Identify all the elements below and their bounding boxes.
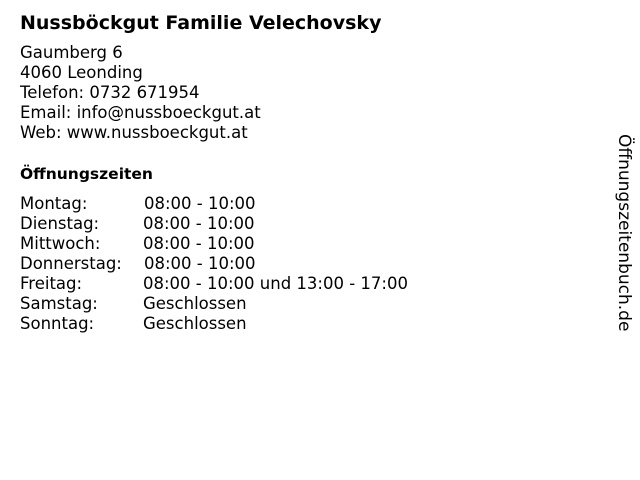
site-watermark: Öffnungszeitenbuch.de (614, 134, 634, 332)
day-label: Donnerstag: (20, 254, 122, 273)
watermark-container (612, 134, 636, 334)
day-label: Dienstag: (20, 214, 100, 233)
day-label: Samstag: (20, 294, 98, 313)
time-value: 08:00 - 10:00 (144, 254, 256, 273)
web-line: Web: www.nussboeckgut.at (20, 123, 248, 142)
phone-line: Telefon: 0732 671954 (20, 83, 200, 102)
business-name: Nussböckgut Familie Velechovsky (20, 12, 382, 34)
time-value: 08:00 - 10:00 (144, 194, 256, 213)
time-value: 08:00 - 10:00 (143, 214, 255, 233)
day-label: Freitag: (20, 274, 83, 293)
contact-block (20, 43, 261, 143)
email-line: Email: info@nussboeckgut.at (20, 103, 261, 122)
day-label: Montag: (20, 194, 88, 213)
address-street: Gaumberg 6 (20, 43, 123, 62)
day-label: Sonntag: (20, 314, 95, 333)
address-city: 4060 Leonding (20, 63, 143, 82)
time-value: Geschlossen (143, 314, 247, 333)
time-value: 08:00 - 10:00 (143, 234, 255, 253)
time-value: 08:00 - 10:00 und 13:00 - 17:00 (143, 274, 408, 293)
opening-hours-heading: Öffnungszeiten (20, 165, 153, 183)
time-value: Geschlossen (143, 294, 247, 313)
day-label: Mittwoch: (20, 234, 101, 253)
